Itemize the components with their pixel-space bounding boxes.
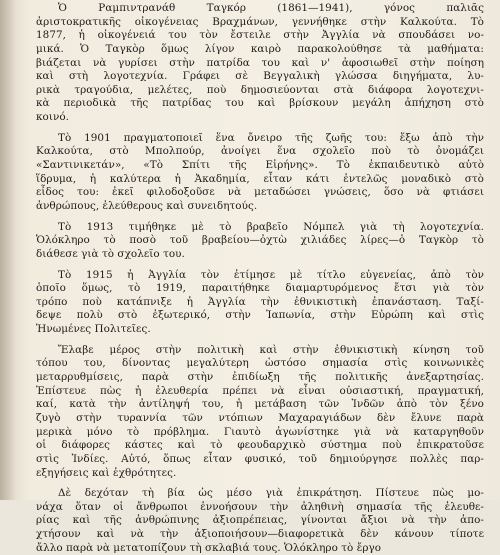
paragraph	[36, 221, 484, 262]
text-line: ρικὰ τραγούδια, μελέτες, ποὺ δημοσιεύονται στὰ διάφορα λογοτεχνι-	[36, 83, 484, 96]
page-gutter-shadow	[0, 0, 16, 500]
body-text	[36, 2, 484, 555]
text-line: μεταρρυθμίσεις, παρὰ στὴν ἐπιδίωξη τῆς πολιτικῆς ἀνεξαρτησίας.	[36, 371, 484, 384]
text-line: μερικὰ μόνο τὸ πρόβλημα. Γιαυτὸ ἀγωνίστηκε γιὰ νὰ καταργηθοῦν	[36, 425, 484, 438]
text-line: Τὸ 1913 τιμήθηκε μὲ τὸ βραβεῖο Νόμπελ γιὰ τὴ λογοτεχνία.	[58, 220, 484, 233]
text-line: «Σαντινικετάν», «Τὸ Σπίτι τῆς Εἰρήνης». Τὸ ἐκπαιδευτικὸ αὐτὸ	[36, 159, 484, 172]
text-line: κοινό.	[36, 111, 69, 124]
text-line: Ἔλαβε μέρος στὴν πολιτικὴ καὶ στὴν ἐθνικιστικὴ κίνηση τοῦ	[58, 343, 484, 356]
text-line: στὶς Ἰνδίες. Αὐτό, ὅπως εἶταν φυσικό, τοῦ δημιούργησε πολλὲς παρ-	[36, 452, 484, 465]
text-line: ὁποῖο ὅμως, τὸ 1919, παραιτήθηκε διαμαρτυρόμενος ἔτσι γιὰ τὸν	[36, 282, 484, 295]
text-line: Ὁ Ραμπιντρανάθ Ταγκόρ (1861—1941), γόνος παλιᾶς	[58, 2, 484, 14]
text-line: Τὸ 1901 πραγματοποιεῖ ἕνα ὄνειρο τῆς ζωῆς του: ἔξω ἀπὸ τὴν	[58, 131, 484, 144]
paragraph	[36, 269, 484, 337]
text-line: κὰ περιοδικὰ τῆς πατρίδας του καὶ βρίσκουν μεγάλη ἀπήχηση στὸ	[36, 97, 484, 110]
text-line: ἵδρυμα, ἡ καλύτερα ἡ Ἀκαδημία, εἶταν κάτι ἐντελῶς μοναδικὸ στὸ	[36, 172, 484, 185]
text-line: καί, κατὰ τὴν ἀντίληψή του, ἡ μετάβαση τῶν Ἰνδῶν ἀπὸ τὸν ξένο	[36, 398, 484, 411]
paragraph-gap	[36, 262, 484, 269]
text-line: διάθεσε γιὰ τὸ σχολεῖο του.	[36, 247, 185, 260]
text-line: Καλκούτα, στὸ Μπολπούρ, ἀνοίγει ἕνα σχολεῖο ποὺ τὸ ὀνομάζει	[36, 145, 484, 158]
text-line: εξηγήσεις καὶ ἐχθρότητες.	[36, 466, 177, 479]
paragraph	[36, 344, 484, 480]
text-line: τρόπο ποὺ κατάπνιξε ἡ Ἀγγλία τὴν ἐθνικιστικὴ ἐπανάσταση. Ταξί-	[36, 295, 484, 308]
paragraph-gap	[36, 214, 484, 221]
text-line: Ἐπίστευε πὼς ἡ ἐλευθερία πρέπει νὰ εἶναι οὐσιαστική, πραγματική,	[36, 384, 484, 397]
text-line: μικά. Ὁ Ταγκὸρ ὅμως λίγον καιρὸ παρακολούθησε τὰ μαθήματα:	[36, 42, 484, 55]
text-line: Ἡνωμένες Πολιτεῖες.	[36, 323, 151, 336]
text-line: καὶ στὴ λογοτεχνία. Γράφει σὲ Βεγγαλικὴ γλώσσα διηγήματα, λυ-	[36, 70, 484, 83]
paragraph	[36, 2, 484, 125]
text-line: δεψε πολὺ στὸ ἐξωτερικό, στὴν Ἰαπωνία, στὴν Εὐρώπη καὶ στὶς	[36, 309, 484, 322]
text-line: εἶδος του: ἐκεῖ φιλοδοξοῦσε νὰ μεταδώσει γνώσεις, ὅσο νὰ φτιάσει	[36, 186, 484, 199]
paragraph	[36, 132, 484, 214]
text-line: νάχα ὅταν οἱ ἄνθρωποι ἐννοήσουν τὴν ἀληθινὴ σημασία τῆς ἐλευθε-	[36, 500, 484, 513]
paragraph-gap	[36, 337, 484, 344]
text-line: οἱ διάφορες κάστες καὶ τὸ φεουδαρχικὸ σύστημα ποὺ ἐπικρατοῦσε	[36, 439, 484, 452]
text-line: τόπου του, δίνοντας μεγαλύτερη ὡστόσο σημασία στὶς κοινωνικὲς	[36, 357, 484, 370]
text-line: χτήσουν καὶ νὰ τὴν ἀξιοποιήσουν—διαφορετικὰ δὲν κάνουν τίποτε	[36, 528, 484, 541]
text-line: Δὲ δεχόταν τὴ βία ὡς μέσο γιὰ ἐπικράτηση. Πίστευε πὼς μο-	[58, 487, 484, 500]
text-line: βιάζεται νὰ γυρίσει στὴν πατρίδα του καὶ ν' ἀφοσιωθεῖ στὴν ποίηση	[36, 56, 484, 69]
text-line: ζυγὸ στὴν τυραννία τῶν ντόπιων Μαχαραγιάδων δὲν ἔλυνε παρὰ	[36, 411, 484, 424]
text-line: Ὁλόκληρο τὸ ποσὸ τοῦ βραβείου—ὀχτὼ χιλιάδες λίρες—ὁ Ταγκὸρ τὸ	[36, 234, 484, 247]
paragraph-gap	[36, 125, 484, 132]
text-line: ἄλλο παρὰ νὰ μετατοπίζουν τὴ σκλαβιά τους. Ὁλόκληρο τὸ ἔργο	[36, 541, 382, 554]
text-line: ἀριστοκρατικῆς οἰκογένειας Βραχμάνων, γεννήθηκε στὴν Καλκούτα. Τὸ	[36, 15, 484, 28]
text-line: ἀνθρώπους, ἐλεύθερους καὶ συνειδητούς.	[36, 199, 258, 212]
paragraph	[36, 487, 484, 555]
text-line: ρίας καὶ τῆς ἀνθρώπινης ἀξιοπρέπειας, γίνονται ἄξιοι νὰ τὴν ἀπο-	[36, 514, 484, 527]
text-line: 1877, ἡ οἰκογένειά του τὸν ἔστειλε στὴν Ἀγγλία νὰ σπουδάσει νο-	[36, 29, 484, 42]
text-line: Τὸ 1915 ἡ Ἀγγλία τὸν ἐτίμησε μὲ τίτλο εὐγενείας, ἀπὸ τὸν	[58, 268, 484, 281]
